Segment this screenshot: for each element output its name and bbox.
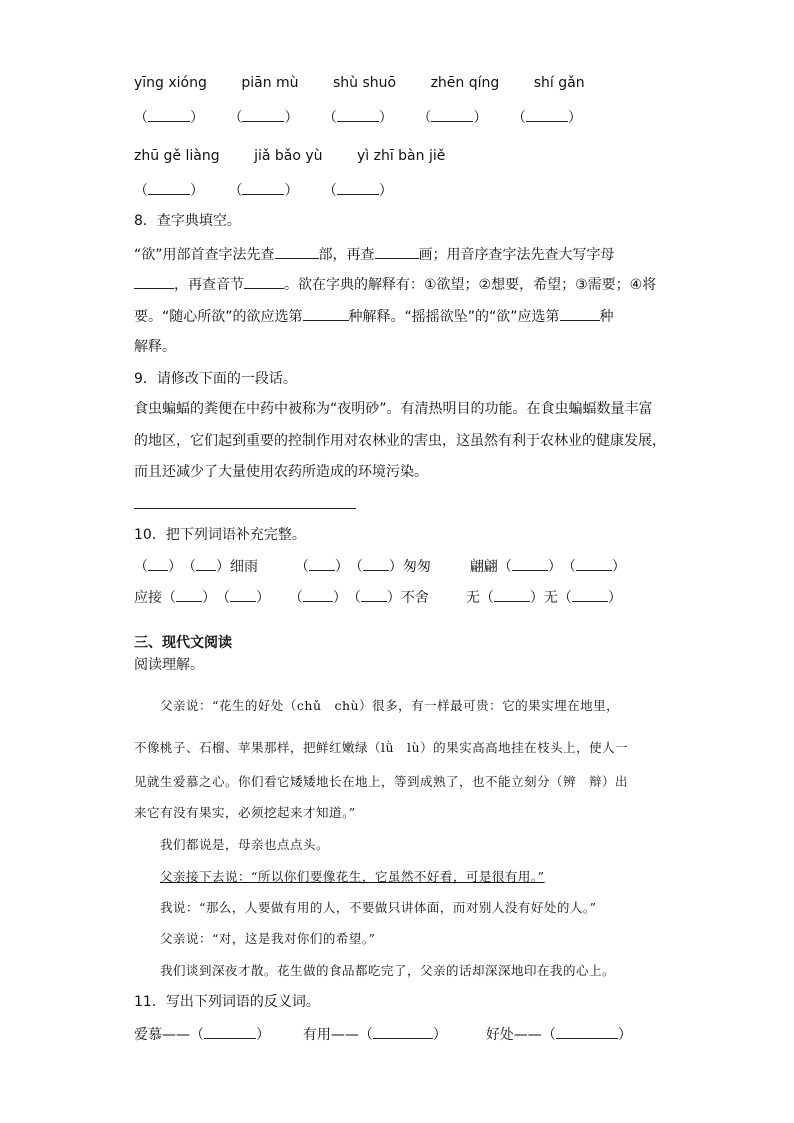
- answer-blank[interactable]: （ ）: [359, 1024, 447, 1045]
- question-9-line-3: 而且还减少了大量使用农药所造成的环境污染。: [134, 464, 428, 480]
- answer-line[interactable]: [134, 508, 356, 509]
- pinyin-row-1: [134, 73, 615, 93]
- idiom-text: 匆匆: [402, 559, 431, 575]
- passage-line: 父亲说：“花生的好处（chǔ chù）很多，有一样最可贵：它的果实埋在地里，: [160, 698, 620, 713]
- pinyin-item: jiǎ bǎo yù: [254, 148, 323, 164]
- q8-text: 部，再查: [318, 247, 375, 263]
- question-10-row-1: [134, 556, 626, 577]
- fill-blank[interactable]: [134, 274, 174, 289]
- question-8-line-1: [134, 244, 615, 265]
- answer-blank[interactable]: （ ）: [498, 556, 562, 577]
- answer-blanks-row-2: [134, 180, 413, 201]
- answer-blank[interactable]: （ ）: [323, 180, 393, 201]
- answer-blank[interactable]: （ ）: [182, 556, 230, 577]
- pinyin-item: yīng xióng: [134, 75, 207, 91]
- fill-blank[interactable]: [244, 274, 284, 289]
- q8-text: ，再查音节: [174, 277, 244, 293]
- pinyin-item: zhēn qíng: [430, 75, 500, 91]
- q8-text: “欲”用部首查字法先查: [134, 247, 275, 263]
- antonym-word: 爱慕——: [134, 1027, 190, 1043]
- idiom-text: 无: [543, 590, 558, 606]
- answer-blank[interactable]: （ ）: [162, 587, 216, 608]
- q8-text: 画；用音序查字法先查大写字母: [418, 247, 615, 263]
- question-9-line-1: 食虫蝙蝠的粪便在中药中被称为“夜明砂”。有清热明目的功能。在食虫蝙蝠数量丰富: [134, 401, 653, 417]
- q8-text: 。欲在字典的解释有：①欲望；②想要，希望；③需要；④将: [284, 277, 657, 293]
- q8-text: 种解释。“摇摇欲坠”的“欲”应选第: [348, 309, 560, 325]
- answer-blank[interactable]: （ ）: [289, 587, 347, 608]
- pinyin-item: piān mù: [241, 75, 299, 91]
- idiom-text: 应接: [134, 590, 162, 606]
- answer-blank[interactable]: （ ）: [562, 556, 626, 577]
- passage-line: 父亲说：“对，这是我对你们的希望。”: [160, 931, 376, 946]
- answer-blank[interactable]: （ ）: [228, 107, 298, 128]
- idiom-text: 翩翩: [469, 559, 498, 575]
- question-11-title: 11．写出下列词语的反义词。: [134, 994, 320, 1010]
- answer-blank[interactable]: （ ）: [349, 556, 403, 577]
- q8-text: 要。“随心所欲”的欲应选第: [134, 309, 303, 325]
- pinyin-row-2: [134, 146, 475, 166]
- question-9-line-2: 的地区，它们起到重要的控制作用对农林业的害虫，这虽然有利于农林业的健康发展，: [134, 433, 666, 449]
- section-3-title: 三、现代文阅读: [134, 635, 232, 651]
- answer-blank[interactable]: （ ）: [216, 587, 270, 608]
- q8-text: 种: [599, 309, 614, 325]
- fill-blank[interactable]: [560, 306, 600, 321]
- question-8-line-4: 解释。: [134, 339, 176, 355]
- question-9-title: 9．请修改下面的一段话。: [134, 371, 297, 387]
- answer-blank[interactable]: （ ）: [417, 107, 487, 128]
- answer-blank[interactable]: （ ）: [134, 556, 182, 577]
- question-8-line-3: [134, 306, 614, 327]
- answer-blank[interactable]: （ ）: [512, 107, 582, 128]
- answer-blank[interactable]: （ ）: [480, 587, 544, 608]
- fill-blank[interactable]: [275, 244, 319, 259]
- section-3-subtitle: 阅读理解。: [134, 657, 204, 673]
- idiom-text: 细雨: [230, 559, 258, 575]
- question-11-row: [134, 1024, 632, 1045]
- answer-blank[interactable]: （ ）: [542, 1024, 632, 1045]
- idiom-text: 不舍: [400, 590, 429, 606]
- passage-line: 见就生爱慕之心。你们看它矮矮地长在地上，等到成熟了，也不能立刻分（辨 辩）出: [134, 774, 629, 789]
- answer-blank[interactable]: （ ）: [134, 180, 204, 201]
- passage-line: 不像桃子、石榴、苹果那样，把鲜红嫩绿（lǜ lù）的果实高高地挂在枝头上，使人一: [134, 740, 629, 755]
- answer-blank[interactable]: （ ）: [134, 107, 204, 128]
- answer-blank[interactable]: （ ）: [323, 107, 393, 128]
- answer-blank[interactable]: （ ）: [228, 180, 298, 201]
- question-8-title: 8．查字典填空。: [134, 213, 241, 229]
- pinyin-item: shù shuō: [333, 75, 397, 91]
- fill-blank[interactable]: [375, 244, 419, 259]
- answer-blanks-row-1: [134, 107, 602, 128]
- answer-blank[interactable]: （ ）: [347, 587, 401, 608]
- passage-line: 来它有没有果实，必须挖起来才知道。”: [134, 805, 356, 820]
- idiom-text: 无: [465, 590, 480, 606]
- passage-line: 我们都说是，母亲也点点头。: [160, 837, 330, 852]
- question-10-title: 10．把下列词语补充完整。: [134, 527, 306, 543]
- question-8-line-2: [134, 274, 656, 295]
- answer-blank[interactable]: （ ）: [190, 1024, 270, 1045]
- pinyin-item: shí gǎn: [533, 75, 585, 91]
- fill-blank[interactable]: [303, 306, 349, 321]
- antonym-word: 好处——: [485, 1027, 542, 1043]
- pinyin-item: yì zhī bàn jiě: [356, 148, 446, 164]
- answer-blank[interactable]: （ ）: [295, 556, 349, 577]
- answer-blank[interactable]: （ ）: [558, 587, 622, 608]
- passage-line: 我们谈到深夜才散。花生做的食品都吃完了，父亲的话却深深地印在我的心上。: [160, 963, 616, 978]
- passage-line: 我说：“那么，人要做有用的人，不要做只讲体面，而对别人没有好处的人。”: [160, 900, 597, 915]
- pinyin-item: zhū gě liàng: [134, 148, 220, 164]
- question-10-row-2: [134, 587, 622, 608]
- passage-underlined-line: 父亲接下去说：“所以你们要像花生，它虽然不好看，可是很有用。”: [160, 869, 545, 884]
- antonym-word: 有用——: [302, 1027, 359, 1043]
